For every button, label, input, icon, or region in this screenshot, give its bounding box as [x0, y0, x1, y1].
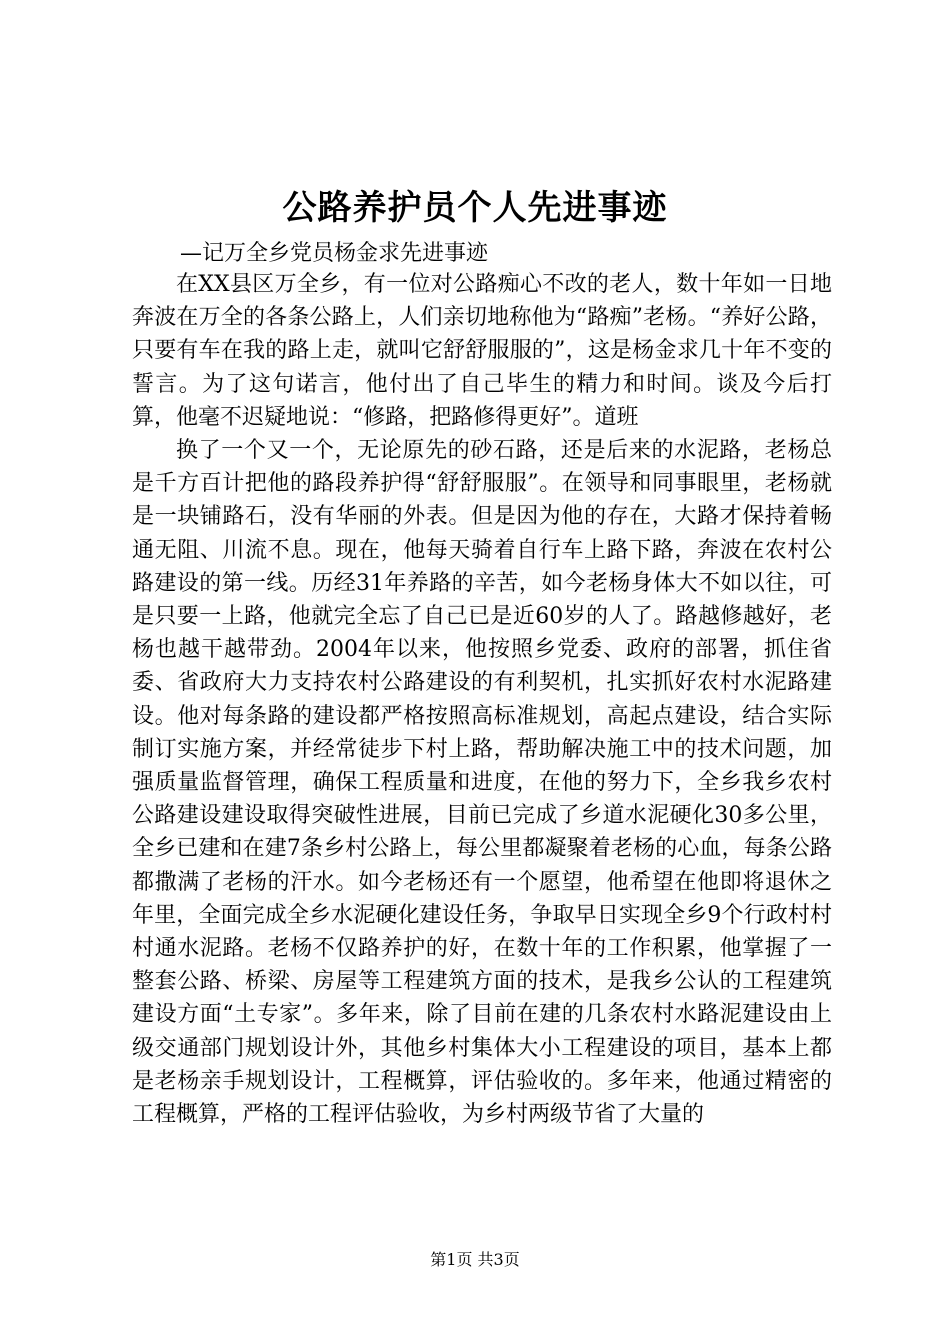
paragraph: 换了一个又一个，无论原先的砂石路，还是后来的水泥路，老杨总是千方百计把他的路段养护得“舒舒服服”。在领导和同事眼里，老杨就是一块铺路石，没有华丽的外表。但是因为他的存在，大路才保持着畅通无阻、川流不息。现在，他每天骑着自行车上路下路，奔波在农村公路建设的第一线。历经31年养路的辛苦，如今老杨身体大不如以往，可是只要一上路，他就完全忘了自己已是近60岁的人了。路越修越好，老杨也越干越带劲。2004年以来，他按照乡党委、政府的部署，抓住省委、省政府大力支持农村公路建设的有利契机，扎实抓好农村水泥路建设。他对每条路的建设都严格按照高标准规划，高起点建设，结合实际制订实施方案，并经常徒步下村上路，帮助解决施工中的技术问题，加强质量监督管理，确保工程质量和进度，在他的努力下，全乡我乡农村公路建设建设取得突破性进展，目前已完成了乡道水泥硬化30多公里，全乡已建和在建7条乡村公路上，每公里都凝聚着老杨的心血，每条公路都撒满了老杨的汗水。如今老杨还有一个愿望，他希望在他即将退休之年里，全面完成全乡水泥硬化建设任务，争取早日实现全乡9个行政村村村通水泥路。老杨不仅路养护的好，在数十年的工作积累，他掌握了一整套公路、桥梁、房屋等工程建筑方面的技术，是我乡公认的工程建筑建设方面“土专家”。多年来，除了目前在建的几条农村水路泥建设由上级交通部门规划设计外，其他乡村集体大小工程建设的项目，基本上都是老杨亲手规划设计，工程概算，评估验收的。多年来，他通过精密的工程概算，严格的工程评估验收，为乡村两级节省了大量的 — [132, 438, 832, 1128]
page-footer: 第1页 共3页 — [430, 1250, 520, 1269]
document-title: 公路养护员个人先进事迹 — [282, 188, 668, 228]
document-subtitle: —记万全乡党员杨金求先进事迹 — [180, 241, 489, 266]
paragraph: 在XX县区万全乡，有一位对公路痴心不改的老人，数十年如一日地奔波在万全的各条公路上，人们亲切地称他为“路痴”老杨。“养好公路，只要有车在我的路上走，就叫它舒舒服服的”，这是杨金求几十年不变的誓言。为了这句诺言，他付出了自己毕生的精力和时间。谈及今后打算，他毫不迟疑地说：“修路，把路修得更好”。道班 — [132, 272, 832, 430]
document-body — [132, 268, 832, 1131]
